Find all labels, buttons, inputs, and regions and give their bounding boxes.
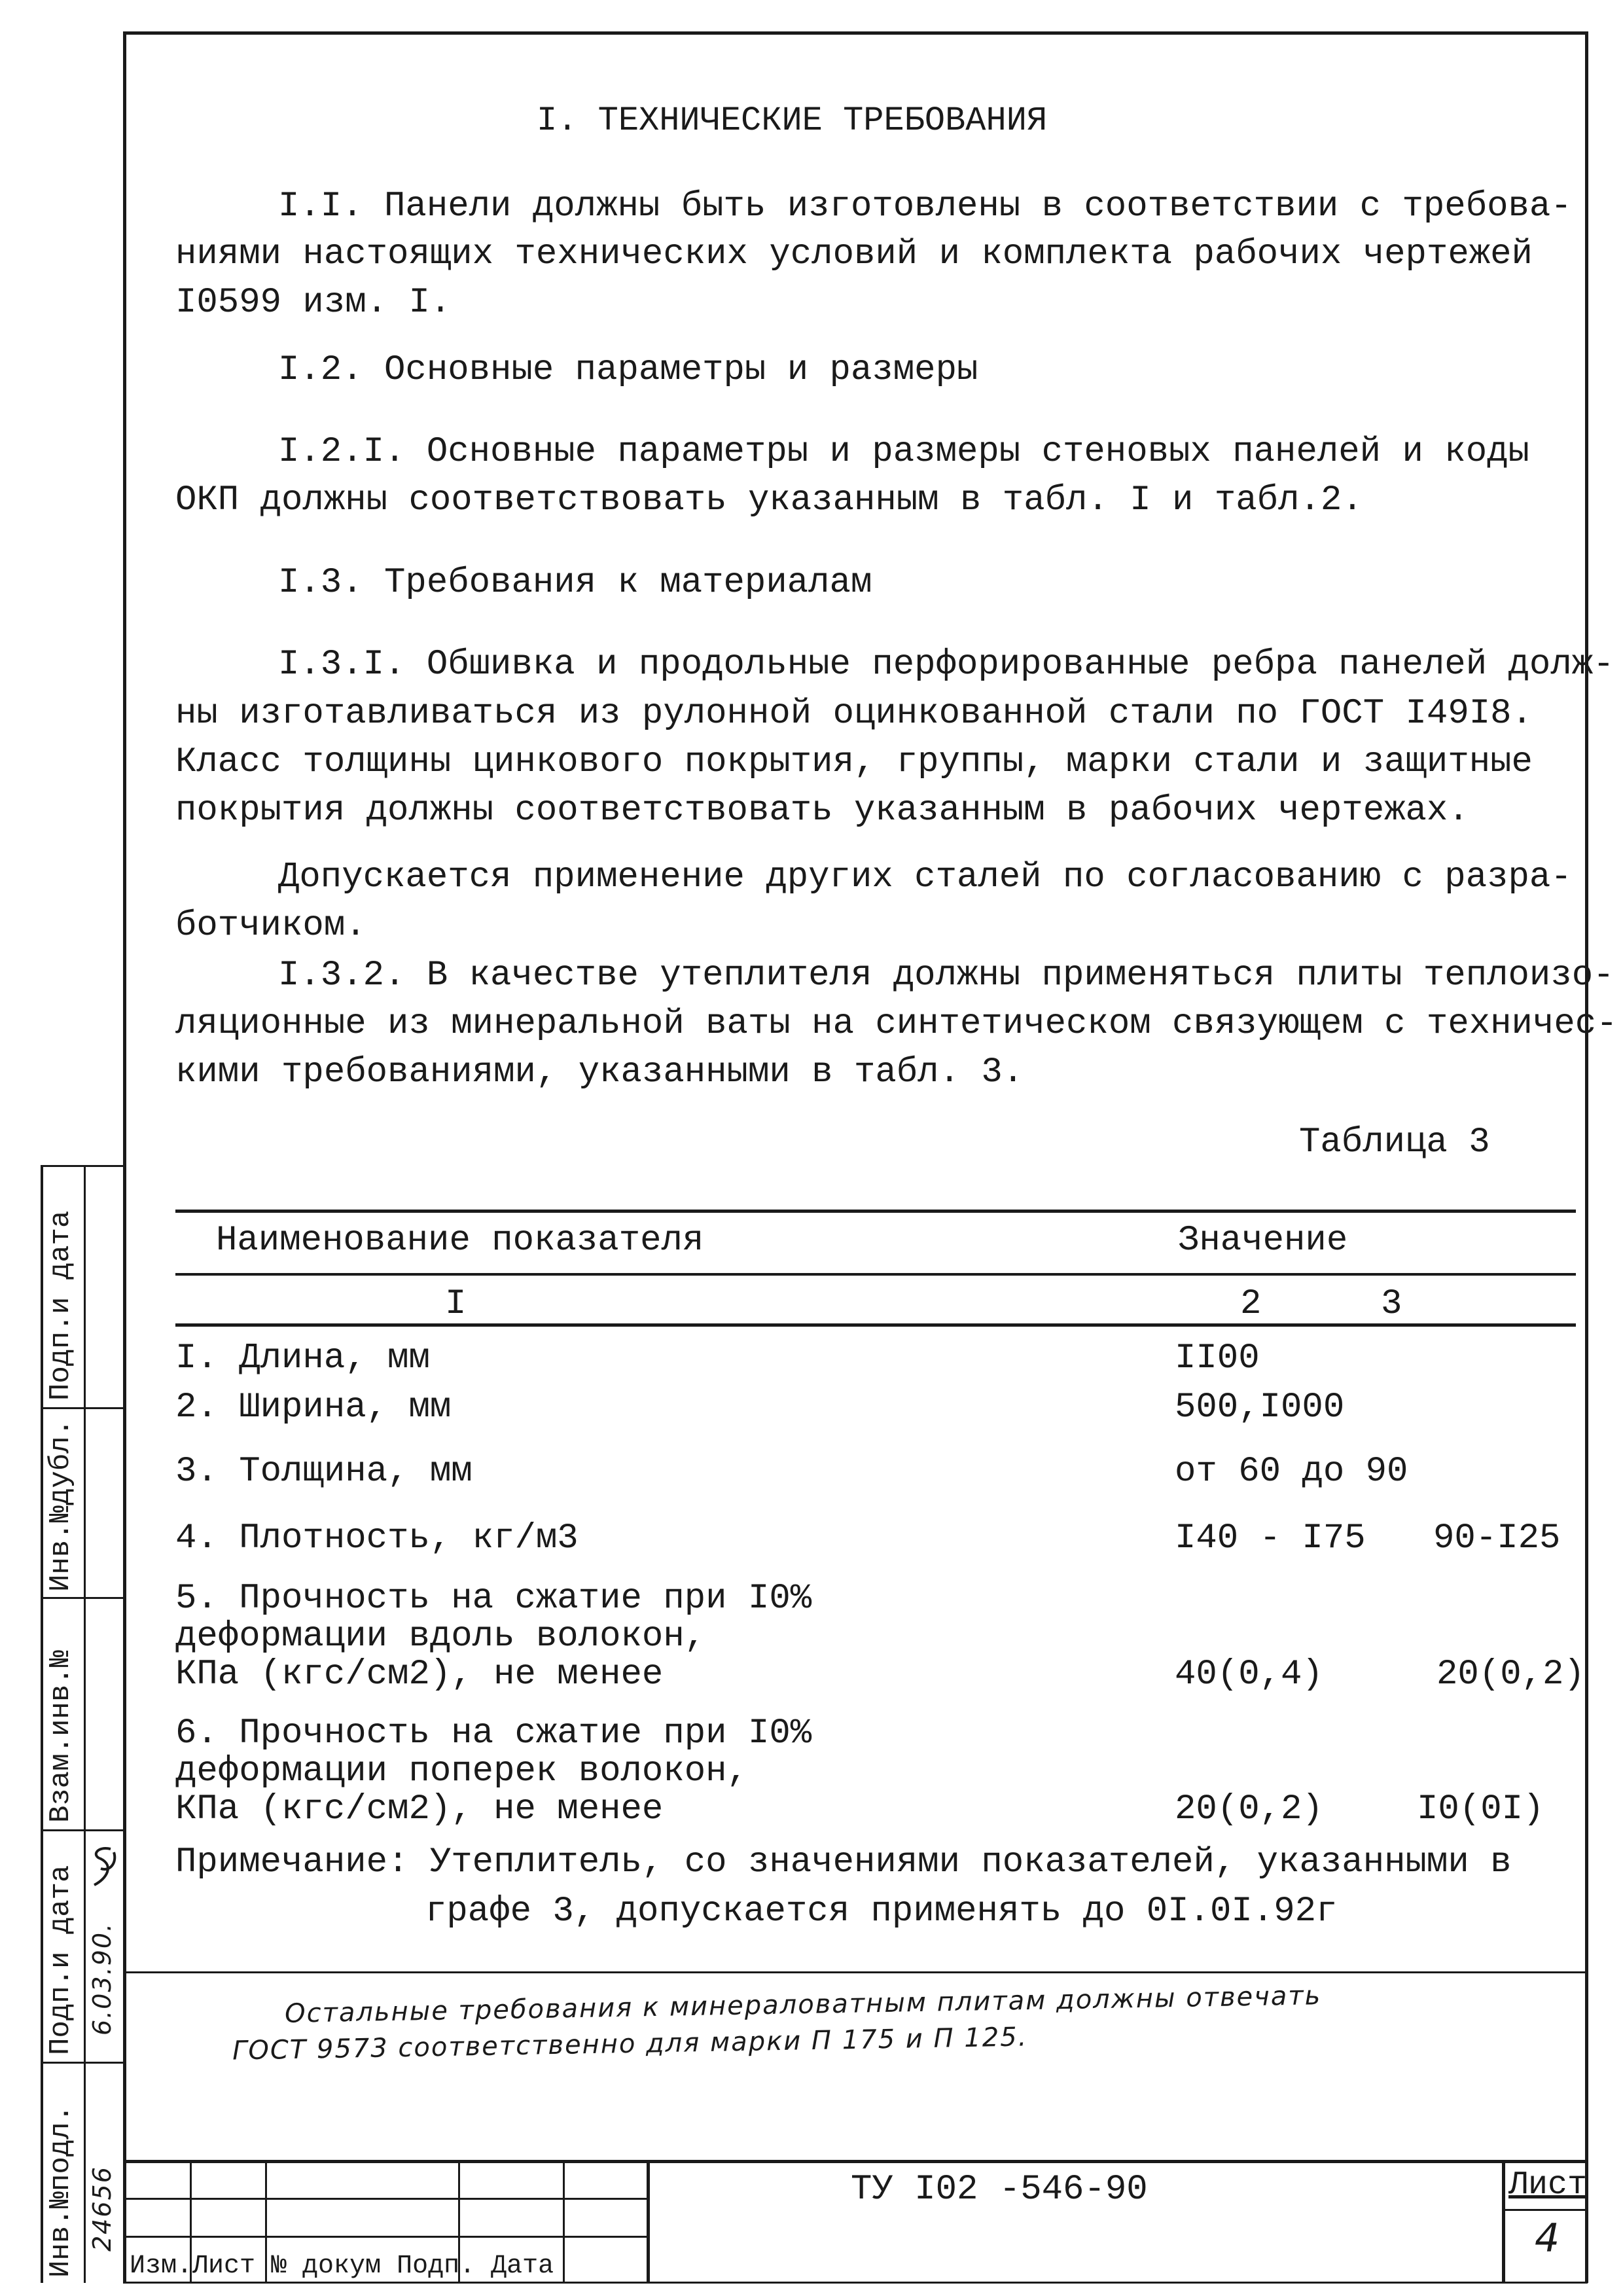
stamp-div-1	[41, 1407, 124, 1409]
table-row-6-label-line-3: КПа (кгс/см2), не менее	[175, 1789, 664, 1829]
table-row-6-label-line-2: деформации поперек волокон,	[175, 1751, 748, 1791]
table-note-line-2: графе 3, допускается применять до 0I.0I.92г	[425, 1892, 1338, 1931]
titleblock-col-4	[563, 2160, 565, 2283]
stamp-label-podp-data-2: Подп.и дата	[45, 1210, 77, 1401]
table-row-6-value-3: I0(0I)	[1417, 1789, 1544, 1829]
table-header-rule	[175, 1273, 1576, 1276]
table-row-1-value-2: II00	[1175, 1338, 1260, 1378]
stamp-div-2	[41, 1597, 124, 1599]
table-row-5-label-line-3: КПа (кгс/см2), не менее	[175, 1655, 664, 1695]
paragraph-3-line-2: ОКП должны соответствовать указанным в табл. I и табл.2.	[175, 480, 1363, 520]
stamp-label-inv-podl: Инв.№подл.	[45, 2104, 77, 2278]
stamp-label-podp-data-1: Подп.и дата	[45, 1865, 77, 2055]
section-title: I. ТЕХНИЧЕСКИЕ ТРЕБОВАНИЯ	[537, 101, 1048, 140]
paragraph-7-line-2: ляционные из минеральной ваты на синтетическом связующем с техничес-	[175, 1004, 1618, 1044]
stamp-label-inv-dubl: Инв.№дубл.	[45, 1418, 77, 1592]
titleblock-top-rule	[124, 2160, 1588, 2163]
table-row-3-label: 3. Толщина, мм	[175, 1452, 473, 1492]
table-row-1-label: I. Длина, мм	[175, 1338, 430, 1378]
paragraph-6-line-1: Допускается применение других сталей по согласованию с разра-	[278, 857, 1572, 897]
paragraph-6-line-2: ботчиком.	[175, 906, 366, 946]
paragraph-2: I.2. Основные параметры и размеры	[278, 350, 978, 390]
paragraph-7-line-1: I.3.2. В качестве утеплителя должны применяться плиты теплоизо-	[278, 956, 1614, 996]
stamp-date: 6.03.90.	[88, 1922, 116, 2036]
titleblock-sep-right	[1502, 2160, 1505, 2283]
paragraph-3-line-1: I.2.I. Основные параметры и размеры стеновых панелей и коды	[278, 432, 1529, 472]
stamp-div-3	[41, 1829, 124, 1831]
paragraph-5-line-3: Класс толщины цинкового покрытия, группы, марки стали и защитные	[175, 742, 1533, 782]
paragraph-5-line-2: ны изготавливаться из рулонной оцинкованной стали по ГОСТ I49I8.	[175, 694, 1533, 734]
handwriting-separator	[124, 1971, 1588, 1973]
table-row-5-label-line-1: 5. Прочность на сжатие при I0%	[175, 1579, 812, 1619]
table-row-6-label-line-1: 6. Прочность на сжатие при I0%	[175, 1713, 812, 1753]
table-caption: Таблица 3	[1299, 1122, 1490, 1162]
stamp-inv-number: 24656	[88, 2166, 116, 2251]
stamp-top	[41, 1165, 124, 1167]
frame-bottom-border	[123, 2282, 1588, 2284]
frame-left-border	[123, 31, 126, 2283]
table-row-4-value-3: 90-I25	[1433, 1518, 1561, 1558]
table-row-3-value-2: от 60 до 90	[1175, 1452, 1408, 1492]
table-row-4-label: 4. Плотность, кг/м3	[175, 1518, 579, 1558]
paragraph-1-line-1: I.I. Панели должны быть изготовлены в соответствии с требова-	[278, 187, 1572, 226]
table-header-value: Значение	[1178, 1221, 1348, 1261]
stamp-inner-col	[84, 1165, 86, 2283]
titleblock-labels: Изм.Лист № докум Подп. Дата	[130, 2251, 554, 2281]
frame-right-border	[1585, 31, 1588, 2283]
table-row-5-label-line-2: деформации вдоль волокон,	[175, 1617, 706, 1657]
table-row-2-value-2: 500,I000	[1175, 1388, 1345, 1427]
paragraph-5-line-1: I.3.I. Обшивка и продольные перфорированные ребра панелей долж-	[278, 645, 1614, 685]
document-code: ТУ I02 -546-90	[851, 2170, 1148, 2210]
stamp-label-vzam-inv: Взам.инв.№	[45, 1649, 77, 1823]
sheet-number: 4	[1535, 2215, 1561, 2261]
paragraph-1-line-2: ниями настоящих технических условий и комплекта рабочих чертежей	[175, 234, 1533, 274]
frame-top-border	[123, 31, 1588, 35]
table-row-4-value-2: I40 - I75	[1175, 1518, 1366, 1558]
paragraph-1-line-3: I0599 изм. I.	[175, 283, 452, 323]
table-colnum-1: I	[445, 1284, 467, 1324]
table-colnum-rule	[175, 1323, 1576, 1327]
table-note-line-1: Примечание: Утеплитель, со значениями показателей, указанными в	[175, 1842, 1512, 1882]
table-row-5-value-3: 20(0,2)	[1436, 1655, 1585, 1695]
titleblock-low-rule	[124, 2236, 648, 2238]
paragraph-5-line-4: покрытия должны соответствовать указанным в рабочих чертежах.	[175, 791, 1469, 831]
titleblock-sheet-rule	[1502, 2209, 1588, 2211]
table-colnum-2: 2	[1240, 1284, 1262, 1324]
paragraph-7-line-3: кими требованиями, указанными в табл. 3.	[175, 1052, 1024, 1092]
stamp-outer-left	[41, 1165, 43, 2283]
table-row-6-value-2: 20(0,2)	[1175, 1789, 1323, 1829]
table-row-5-value-2: 40(0,4)	[1175, 1655, 1323, 1695]
table-header-name: Наименование показателя	[216, 1221, 704, 1261]
sheet-label: Лист	[1508, 2166, 1588, 2204]
table-row-2-label: 2. Ширина, мм	[175, 1388, 452, 1427]
table-top-rule	[175, 1210, 1576, 1213]
titleblock-mid-rule	[124, 2198, 648, 2200]
titleblock-sep-left	[647, 2160, 650, 2283]
stamp-div-4	[41, 2062, 124, 2064]
signature-mark	[88, 1839, 122, 1892]
handwritten-note-line-2: ГОСТ 9573 соответственно для марки П 175 и П 125.	[232, 2022, 1028, 2066]
handwritten-note-line-1: Остальные требования к минераловатным плитам должны отвечать	[284, 1981, 1322, 2029]
table-colnum-3: 3	[1381, 1284, 1402, 1324]
paragraph-4: I.3. Требования к материалам	[278, 563, 872, 603]
